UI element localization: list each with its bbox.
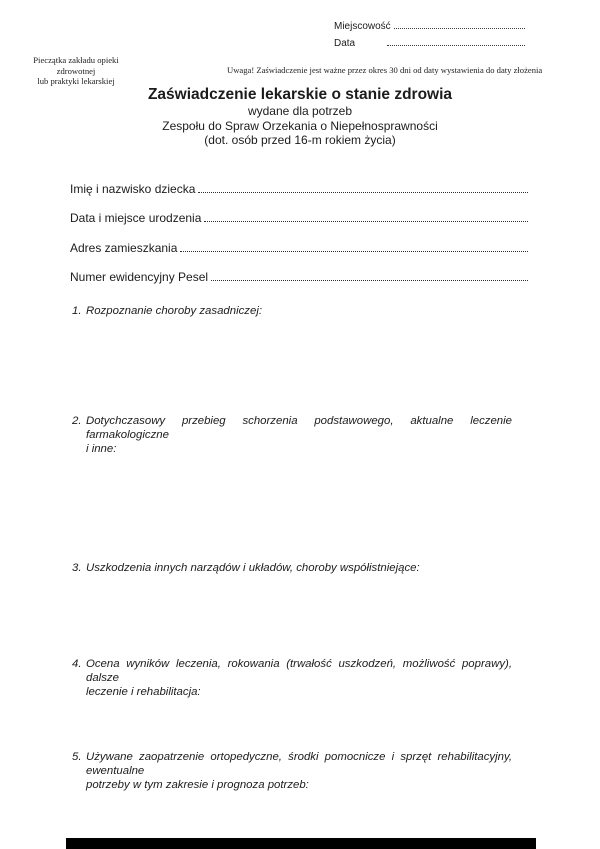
place-date-block	[334, 21, 525, 55]
item-5-number: 5.	[72, 751, 82, 763]
field-pesel	[70, 263, 528, 292]
stamp-caption	[18, 55, 134, 87]
item-2-number: 2.	[72, 415, 82, 427]
field-pesel-label: Numer ewidencyjny Pesel	[70, 269, 209, 284]
field-address-dotted-line	[180, 250, 528, 252]
numbered-item-2	[72, 415, 512, 456]
field-address	[70, 234, 528, 263]
item-4-text	[86, 658, 512, 699]
item-4-number: 4.	[72, 658, 82, 670]
field-birth-date-place-dotted-line	[204, 220, 528, 222]
item-1-text	[86, 305, 512, 319]
title-block	[0, 85, 600, 148]
form-title: Zaświadczenie lekarskie o stanie zdrowia	[147, 86, 453, 103]
item-1-line1: Rozpoznanie choroby zasadniczej:	[86, 305, 263, 317]
field-birth-date-place	[70, 204, 528, 233]
form-subtitle-3: (dot. osób przed 16-m rokiem życia)	[204, 133, 396, 147]
field-child-name	[70, 175, 528, 204]
item-5-text	[86, 751, 512, 792]
item-5-line2: potrzeby w tym zakresie i prognoza potrzeb:	[86, 778, 309, 791]
date-label: Data	[334, 38, 356, 49]
item-2-line1: Dotychczasowy przebieg schorzenia podstawowego, aktualne leczenie farmakologiczne	[86, 415, 512, 441]
numbered-item-1	[72, 305, 512, 319]
item-3-number: 3.	[72, 562, 82, 574]
form-subtitle-2: Zespołu do Spraw Orzekania o Niepełnosprawności	[162, 118, 438, 133]
item-4-line2: leczenie i rehabilitacja:	[86, 685, 201, 698]
numbered-item-4	[72, 658, 512, 699]
place-row	[334, 21, 525, 38]
item-3-text	[86, 562, 512, 576]
item-1-number: 1.	[72, 305, 82, 317]
item-4-line1: Ocena wyników leczenia, rokowania (trwałość uszkodzeń, możliwość poprawy), dalsze	[86, 658, 512, 684]
item-2-text	[86, 415, 512, 456]
field-child-name-dotted-line	[198, 191, 528, 193]
field-pesel-dotted-line	[211, 279, 528, 281]
place-label: Miejscowość	[334, 21, 391, 32]
date-row	[334, 38, 525, 55]
stamp-caption-line2: lub praktyki lekarskiej	[37, 76, 115, 86]
field-child-name-label: Imię i nazwisko dziecka	[70, 182, 196, 196]
place-dotted-line	[394, 27, 525, 29]
date-dotted-line	[387, 44, 525, 46]
field-address-label: Adres zamieszkania	[70, 240, 178, 255]
form-subtitle-1: wydane dla potrzeb	[247, 104, 353, 118]
numbered-item-3	[72, 562, 512, 576]
item-3-line1: Uszkodzenia innych narządów i układów, choroby współistniejące:	[86, 562, 420, 574]
field-birth-date-place-label: Data i miejsce urodzenia	[70, 211, 202, 226]
item-5-line1: Używane zaopatrzenie ortopedyczne, środki pomocnicze i sprzęt rehabilitacyjny, ewentualne	[86, 751, 512, 777]
stamp-caption-line1: Pieczątka zakładu opieki zdrowotnej	[33, 55, 119, 76]
numbered-item-5	[72, 751, 512, 792]
item-2-line2: i inne:	[86, 442, 117, 455]
fill-in-fields	[70, 175, 528, 292]
scan-artifact-bar	[66, 838, 536, 849]
validity-notice: Uwaga! Zaświadczenie jest ważne przez okres 30 dni od daty wystawienia do daty złożenia	[227, 65, 543, 75]
